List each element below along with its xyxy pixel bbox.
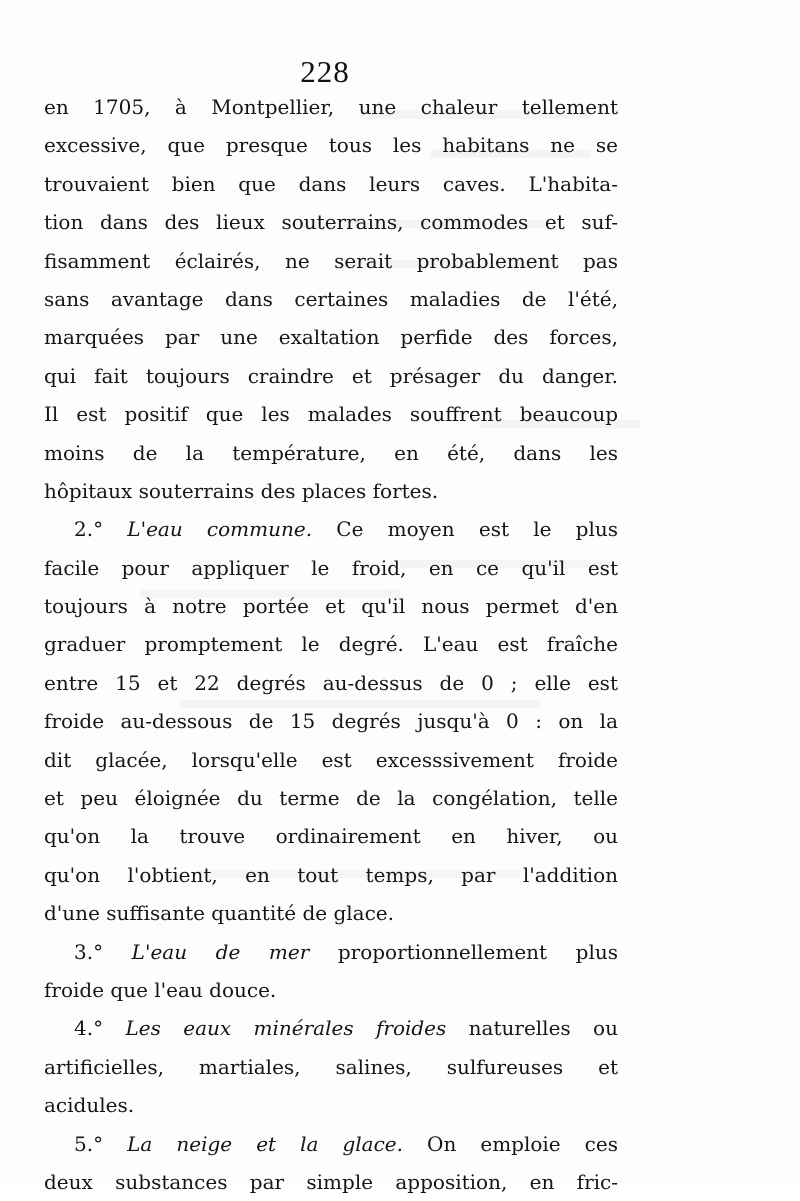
text-line: marquées par une exaltation perfide des forces, bbox=[44, 325, 618, 350]
text-line: qui fait toujours craindre et présager du danger. bbox=[44, 363, 618, 388]
list-heading: La neige et la glace. bbox=[127, 1131, 403, 1156]
list-number: 4.° bbox=[74, 1016, 126, 1041]
list-heading: L'eau commune. bbox=[127, 517, 313, 542]
page-number: 228 bbox=[300, 54, 350, 89]
text-line: froide que l'eau douce. bbox=[44, 977, 277, 1002]
list-number: 2.° bbox=[74, 517, 128, 542]
text-line: sans avantage dans certaines maladies de l'été, bbox=[44, 286, 618, 311]
text-line: tion dans des lieux souterrains, commodes et suf- bbox=[44, 210, 618, 235]
list-item-4-line bbox=[44, 1009, 618, 1047]
list-text: naturelles ou bbox=[446, 1016, 618, 1041]
text-line: froide au-dessous de 15 degrés jusqu'à 0 : on la bbox=[44, 709, 618, 734]
text-line: et peu éloignée du terme de la congélation, telle bbox=[44, 786, 618, 811]
text-line: Il est positif que les malades souffrent beaucoup bbox=[44, 402, 618, 427]
list-number: 3.° bbox=[74, 939, 132, 964]
text-line: excessive, que presque tous les habitans ne se bbox=[44, 133, 618, 158]
text-line: qu'on la trouve ordinairement en hiver, ou bbox=[44, 824, 618, 849]
text-line: en 1705, à Montpellier, une chaleur tellement bbox=[44, 95, 618, 119]
body-text bbox=[44, 88, 618, 1201]
list-text: Ce moyen est le plus bbox=[312, 517, 618, 542]
list-number: 5.° bbox=[74, 1131, 128, 1156]
text-line: deux substances par simple apposition, en fric- bbox=[44, 1169, 618, 1194]
list-text: On emploie ces bbox=[403, 1131, 618, 1156]
list-item-3-line bbox=[44, 933, 618, 971]
list-text: proportionnellement plus bbox=[309, 939, 618, 964]
text-line: moins de la température, en été, dans les bbox=[44, 440, 618, 465]
text-line: trouvaient bien que dans leurs caves. L'habita- bbox=[44, 171, 618, 196]
list-item-5-line bbox=[44, 1125, 618, 1163]
text-line: qu'on l'obtient, en tout temps, par l'addition bbox=[44, 862, 618, 887]
text-line: toujours à notre portée et qu'il nous permet d'en bbox=[44, 594, 618, 619]
text-line: artificielles, martiales, salines, sulfureuses et bbox=[44, 1054, 618, 1079]
text-line: fisamment éclairés, ne serait probablement pas bbox=[44, 248, 618, 273]
text-line: hôpitaux souterrains des places fortes. bbox=[44, 478, 439, 503]
text-line: graduer promptement le degré. L'eau est fraîche bbox=[44, 632, 618, 657]
text-line: acidules. bbox=[44, 1093, 135, 1118]
text-line: d'une suffisante quantité de glace. bbox=[44, 901, 394, 926]
text-line: facile pour appliquer le froid, en ce qu'il est bbox=[44, 555, 618, 580]
text-line: entre 15 et 22 degrés au-dessus de 0 ; elle est bbox=[44, 670, 618, 695]
list-heading: L'eau de mer bbox=[131, 939, 310, 964]
list-heading: Les eaux minérales froides bbox=[125, 1016, 447, 1041]
text-line: dit glacée, lorsqu'elle est excesssivement froide bbox=[44, 747, 618, 772]
list-item-2-line bbox=[44, 510, 618, 548]
